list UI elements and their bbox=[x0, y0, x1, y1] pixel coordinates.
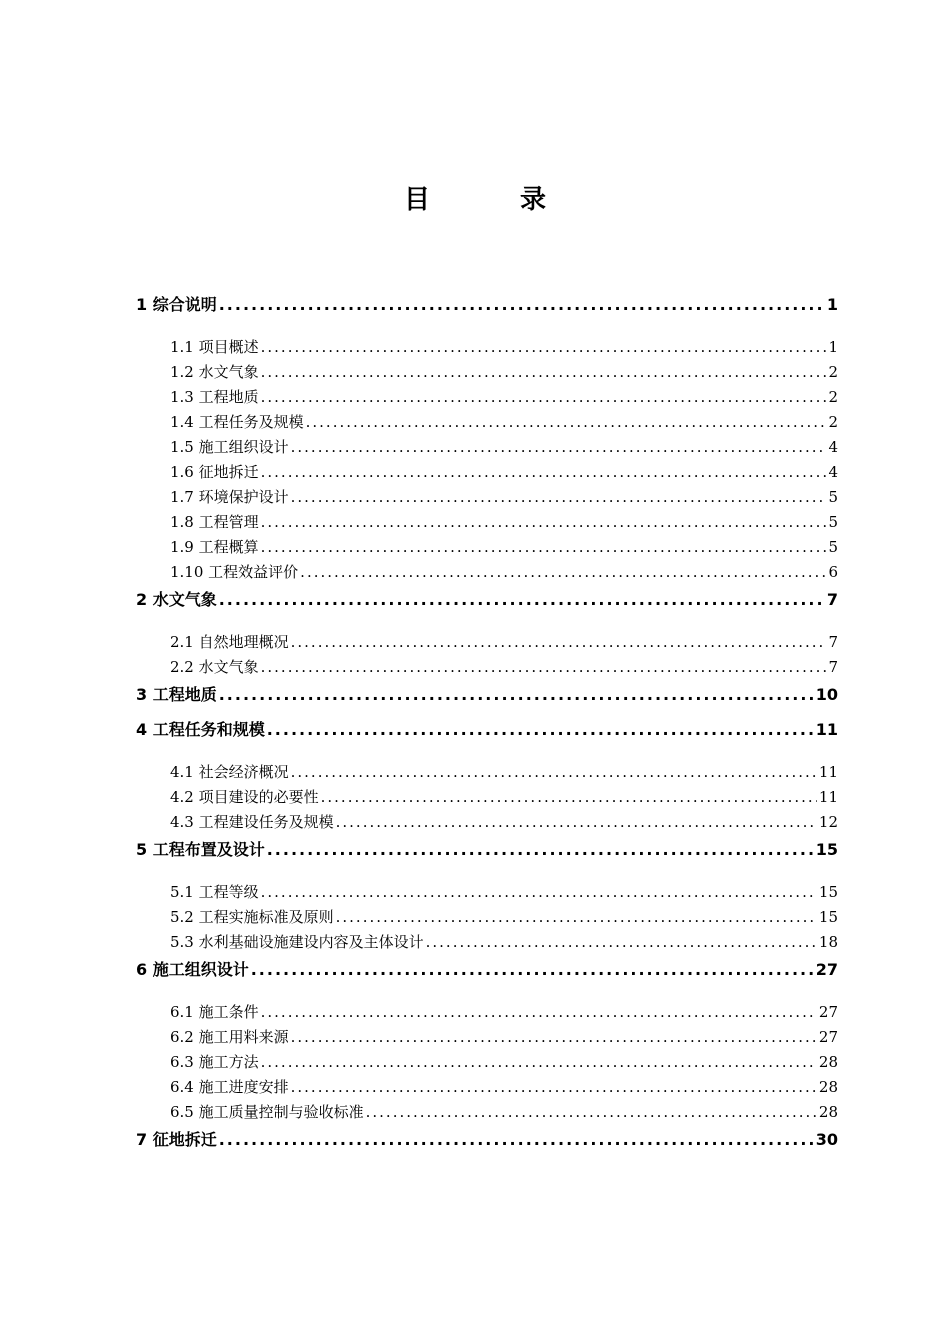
toc-dot-leader bbox=[291, 630, 827, 655]
toc-entry-label: 2 水文气象 bbox=[136, 590, 217, 609]
toc-page-number: 1 bbox=[826, 295, 838, 314]
toc-entry-label: 3 工程地质 bbox=[136, 685, 217, 704]
toc-page-number: 2 bbox=[828, 388, 838, 406]
toc-dot-leader bbox=[261, 510, 827, 535]
toc-dot-leader bbox=[219, 585, 825, 615]
toc-entry-label: 4.1 社会经济概况 bbox=[170, 763, 289, 781]
toc-dot-leader bbox=[219, 680, 814, 710]
title-part-1: 目 bbox=[403, 185, 430, 215]
toc-entry-label: 1.10 工程效益评价 bbox=[170, 563, 299, 581]
toc-page-number: 7 bbox=[828, 658, 838, 676]
toc-entry-label: 7 征地拆迁 bbox=[136, 1130, 217, 1149]
toc-section-entry[interactable] bbox=[136, 930, 838, 955]
toc-dot-leader bbox=[291, 485, 827, 510]
toc-entry-label: 6.4 施工进度安排 bbox=[170, 1078, 289, 1096]
toc-entry-label: 5.3 水利基础设施建设内容及主体设计 bbox=[170, 933, 424, 951]
toc-entry-label: 6.1 施工条件 bbox=[170, 1003, 259, 1021]
toc-section-entry[interactable] bbox=[136, 785, 838, 810]
toc-chapter-entry[interactable] bbox=[136, 835, 838, 870]
toc-page-number: 27 bbox=[815, 960, 838, 979]
toc-page-number: 28 bbox=[818, 1103, 838, 1121]
toc-page-number: 10 bbox=[815, 685, 838, 704]
toc-page-number: 5 bbox=[828, 488, 838, 506]
toc-entry-label: 2.1 自然地理概况 bbox=[170, 633, 289, 651]
toc-dot-leader bbox=[261, 460, 827, 485]
toc-section-entry[interactable] bbox=[136, 1075, 838, 1100]
toc-entry-label: 5 工程布置及设计 bbox=[136, 840, 265, 859]
toc-section-entry[interactable] bbox=[136, 760, 838, 785]
toc-page-number: 5 bbox=[828, 538, 838, 556]
toc-entry-label: 4 工程任务和规模 bbox=[136, 720, 265, 739]
toc-page-number: 30 bbox=[815, 1130, 838, 1149]
toc-chapter-entry[interactable] bbox=[136, 680, 838, 715]
toc-entry-label: 1.6 征地拆迁 bbox=[170, 463, 259, 481]
toc-section-entry[interactable] bbox=[136, 385, 838, 410]
toc-dot-leader bbox=[261, 335, 827, 360]
toc-dot-leader bbox=[291, 1075, 817, 1100]
toc-page-number: 15 bbox=[818, 908, 838, 926]
toc-section-entry[interactable] bbox=[136, 655, 838, 680]
toc-page-number: 28 bbox=[818, 1053, 838, 1071]
toc-entry-label: 6.5 施工质量控制与验收标准 bbox=[170, 1103, 364, 1121]
toc-dot-leader bbox=[291, 760, 817, 785]
toc-section-entry[interactable] bbox=[136, 880, 838, 905]
toc-page-number: 27 bbox=[818, 1003, 838, 1021]
toc-entry-label: 1.3 工程地质 bbox=[170, 388, 259, 406]
toc-page-number: 27 bbox=[818, 1028, 838, 1046]
toc-page-number: 18 bbox=[818, 933, 838, 951]
toc-entry-label: 6.2 施工用料来源 bbox=[170, 1028, 289, 1046]
toc-dot-leader bbox=[366, 1100, 817, 1125]
toc-dot-leader bbox=[261, 385, 827, 410]
toc-dot-leader bbox=[261, 1000, 817, 1025]
toc-entry-label: 4.2 项目建设的必要性 bbox=[170, 788, 319, 806]
toc-dot-leader bbox=[261, 880, 817, 905]
toc-dot-leader bbox=[321, 785, 817, 810]
toc-chapter-entry[interactable] bbox=[136, 585, 838, 620]
toc-section-entry[interactable] bbox=[136, 460, 838, 485]
toc-entry-label: 1.9 工程概算 bbox=[170, 538, 259, 556]
toc-chapter-entry[interactable] bbox=[136, 1125, 838, 1160]
toc-entry-label: 2.2 水文气象 bbox=[170, 658, 259, 676]
toc-dot-leader bbox=[306, 410, 827, 435]
toc-dot-leader bbox=[267, 715, 814, 745]
toc-entry-label: 1.1 项目概述 bbox=[170, 338, 259, 356]
toc-dot-leader bbox=[219, 290, 825, 320]
toc-page-number: 1 bbox=[828, 338, 838, 356]
toc-entry-label: 6.3 施工方法 bbox=[170, 1053, 259, 1071]
toc-section-entry[interactable] bbox=[136, 335, 838, 360]
toc-dot-leader bbox=[261, 535, 827, 560]
toc-section-entry[interactable] bbox=[136, 1050, 838, 1075]
toc-page-number: 4 bbox=[828, 463, 838, 481]
toc-dot-leader bbox=[219, 1125, 814, 1155]
toc-section-entry[interactable] bbox=[136, 1025, 838, 1050]
toc-dot-leader bbox=[291, 1025, 817, 1050]
toc-section-entry[interactable] bbox=[136, 410, 838, 435]
toc-entry-label: 5.1 工程等级 bbox=[170, 883, 259, 901]
toc-entry-label: 1.7 环境保护设计 bbox=[170, 488, 289, 506]
toc-page-number: 2 bbox=[828, 363, 838, 381]
toc-dot-leader bbox=[336, 810, 817, 835]
toc-page-number: 5 bbox=[828, 513, 838, 531]
toc-section-entry[interactable] bbox=[136, 535, 838, 560]
toc-entry-label: 1.8 工程管理 bbox=[170, 513, 259, 531]
toc-page-number: 11 bbox=[815, 720, 838, 739]
toc-chapter-entry[interactable] bbox=[136, 955, 838, 990]
toc-page-number: 11 bbox=[818, 763, 838, 781]
toc-section-entry[interactable] bbox=[136, 810, 838, 835]
toc-section-entry[interactable] bbox=[136, 1100, 838, 1125]
title-part-2: 录 bbox=[520, 185, 547, 215]
toc-page-number: 12 bbox=[818, 813, 838, 831]
toc-section-entry[interactable] bbox=[136, 360, 838, 385]
toc-entry-label: 4.3 工程建设任务及规模 bbox=[170, 813, 334, 831]
toc-page-number: 4 bbox=[828, 438, 838, 456]
toc-page-number: 2 bbox=[828, 413, 838, 431]
toc-entry-label: 1.5 施工组织设计 bbox=[170, 438, 289, 456]
toc-dot-leader bbox=[336, 905, 817, 930]
toc-page-number: 6 bbox=[828, 563, 838, 581]
toc-section-entry[interactable] bbox=[136, 560, 838, 585]
toc-dot-leader bbox=[261, 1050, 817, 1075]
toc-page-number: 28 bbox=[818, 1078, 838, 1096]
toc-entry-label: 6 施工组织设计 bbox=[136, 960, 249, 979]
toc-dot-leader bbox=[426, 930, 817, 955]
toc-section-entry[interactable] bbox=[136, 630, 838, 655]
toc-entry-label: 1 综合说明 bbox=[136, 295, 217, 314]
toc-chapter-entry[interactable] bbox=[136, 715, 838, 750]
toc-dot-leader bbox=[267, 835, 814, 865]
toc-dot-leader bbox=[261, 360, 827, 385]
toc-dot-leader bbox=[251, 955, 814, 985]
toc-section-entry[interactable] bbox=[136, 510, 838, 535]
toc-section-entry[interactable] bbox=[136, 1000, 838, 1025]
toc-page-number: 15 bbox=[815, 840, 838, 859]
toc-page-number: 15 bbox=[818, 883, 838, 901]
toc-entry-label: 5.2 工程实施标准及原则 bbox=[170, 908, 334, 926]
table-of-contents bbox=[136, 290, 838, 1160]
toc-entry-label: 1.4 工程任务及规模 bbox=[170, 413, 304, 431]
toc-page-number: 7 bbox=[828, 633, 838, 651]
toc-dot-leader bbox=[261, 655, 827, 680]
toc-chapter-entry[interactable] bbox=[136, 290, 838, 325]
toc-section-entry[interactable] bbox=[136, 485, 838, 510]
toc-section-entry[interactable] bbox=[136, 905, 838, 930]
toc-dot-leader bbox=[291, 435, 827, 460]
toc-dot-leader bbox=[300, 560, 826, 585]
toc-page-number: 11 bbox=[818, 788, 838, 806]
toc-page-number: 7 bbox=[826, 590, 838, 609]
toc-entry-label: 1.2 水文气象 bbox=[170, 363, 259, 381]
toc-section-entry[interactable] bbox=[136, 435, 838, 460]
page-title bbox=[0, 180, 950, 220]
